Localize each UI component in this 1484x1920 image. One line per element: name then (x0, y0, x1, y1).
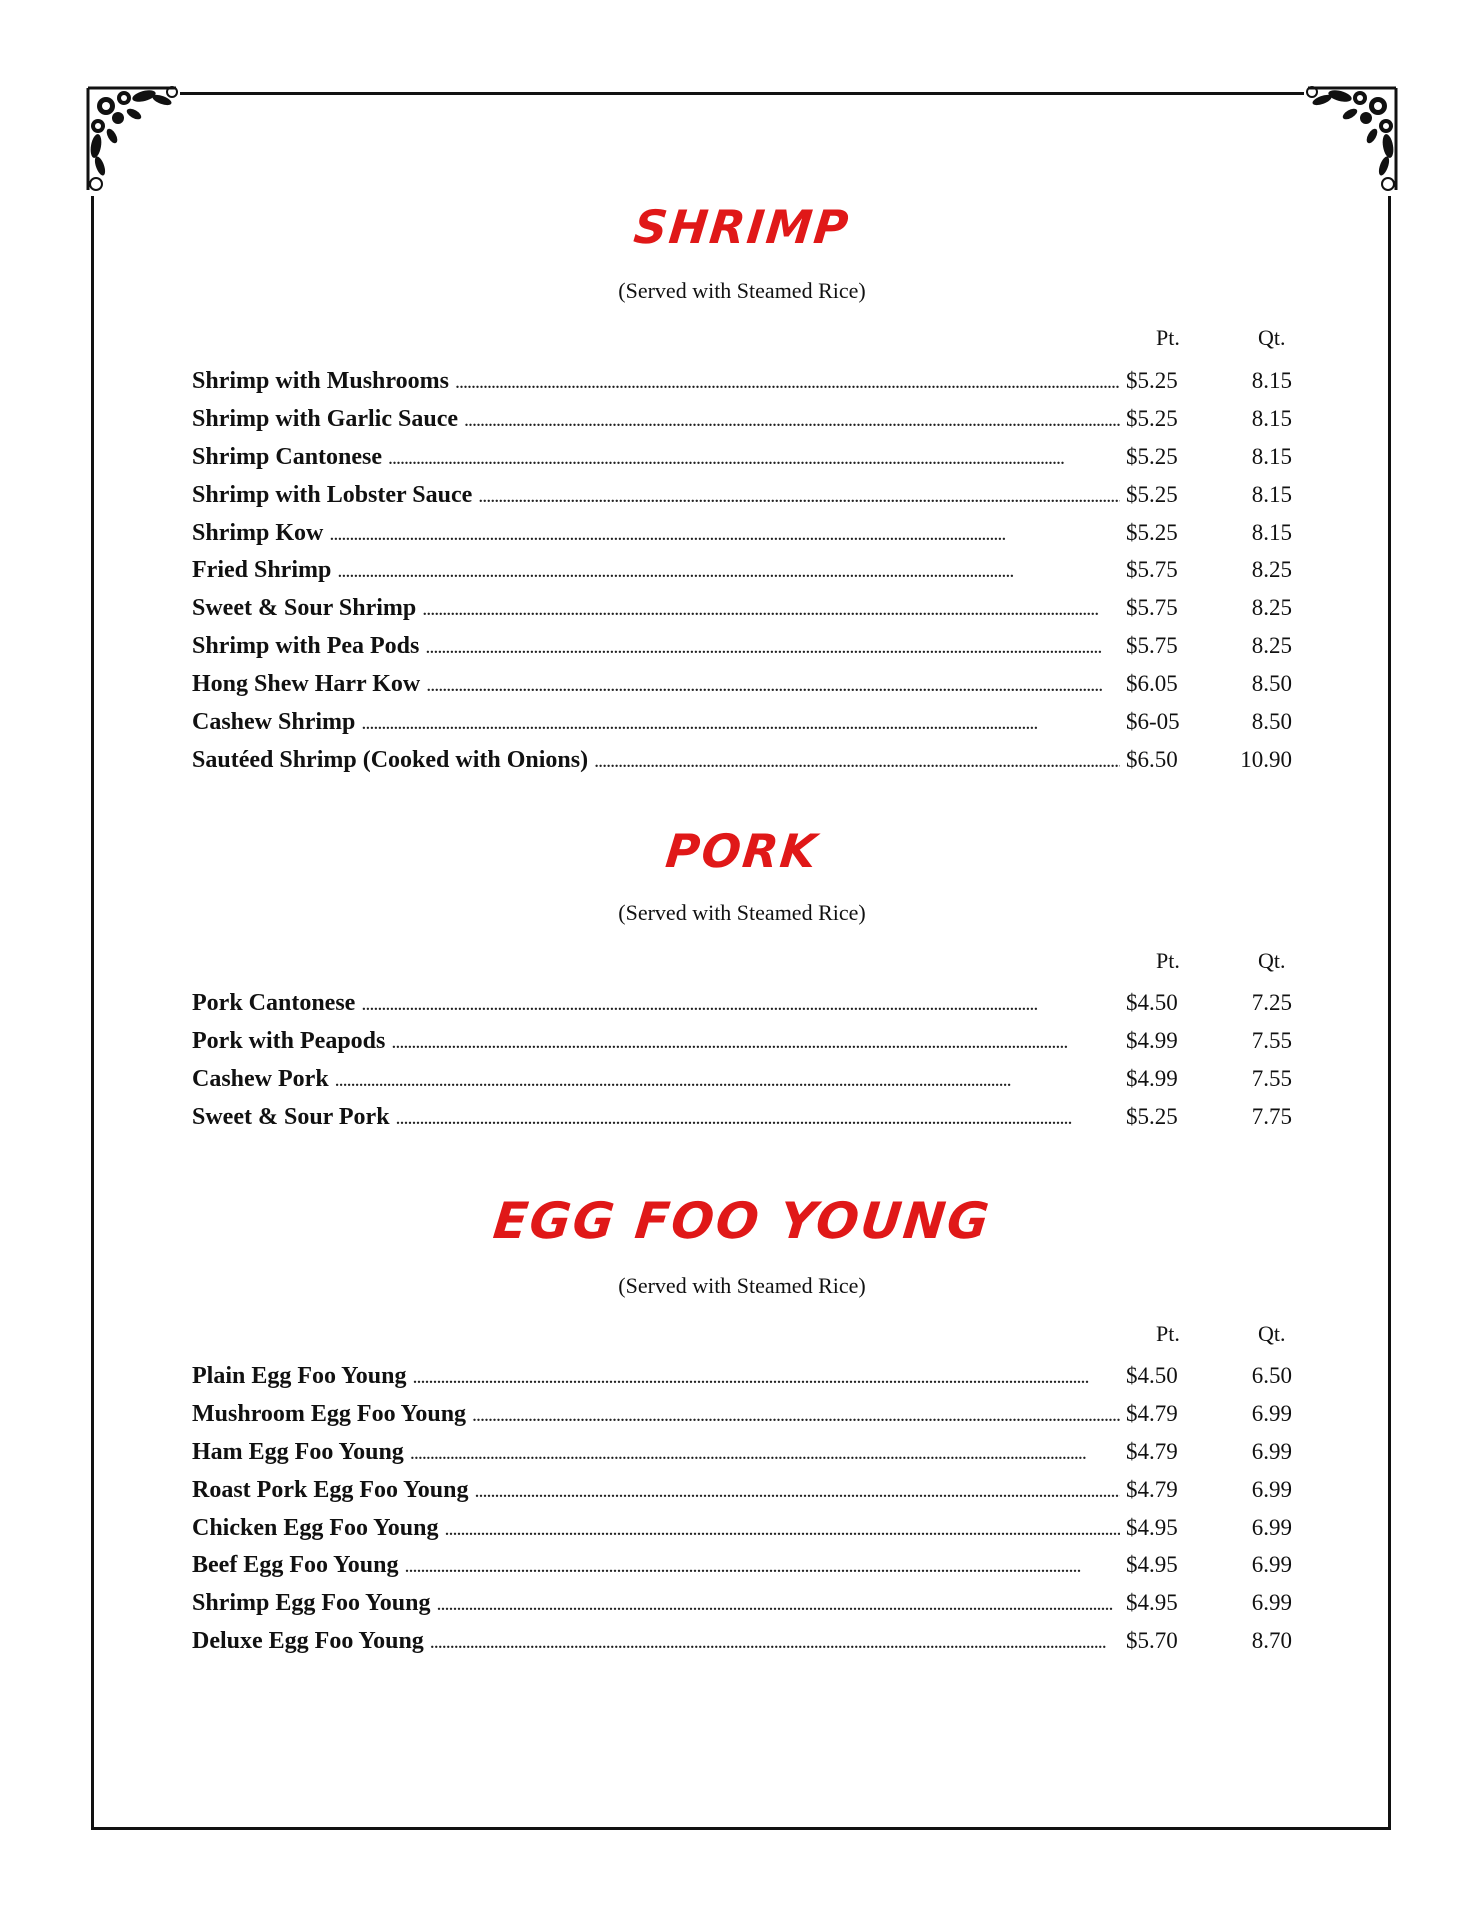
menu-item (192, 990, 1292, 1028)
column-header-pint: Pt. (1156, 325, 1180, 350)
menu-list-shrimp (192, 368, 1292, 785)
price-pint: $5.25 (1126, 368, 1178, 393)
item-name: Ham Egg Foo Young (192, 1438, 404, 1465)
column-header-pint: Pt. (1156, 948, 1180, 973)
menu-item (192, 444, 1292, 482)
menu-list-pork (192, 990, 1292, 1142)
column-header-quart: Qt. (1258, 948, 1286, 973)
price-pint: $4.99 (1126, 1065, 1178, 1091)
price-quart: 8.70 (1251, 1628, 1292, 1654)
price-pint: $4.95 (1126, 1552, 1178, 1578)
menu-item (192, 368, 1292, 406)
price-pint: $4.50 (1126, 990, 1178, 1015)
menu-item (192, 1104, 1292, 1142)
menu-item (192, 633, 1292, 671)
price-quart: 8.25 (1251, 633, 1292, 659)
price-pint: $6.05 (1126, 671, 1178, 697)
item-name: Pork with Peapods (192, 1027, 386, 1054)
floral-corner-ornament-icon (1304, 84, 1400, 196)
price-pint: $5.25 (1126, 405, 1178, 431)
column-header-quart: Qt. (1258, 1321, 1286, 1346)
price-quart: 8.25 (1251, 557, 1292, 583)
dot-leader (437, 1593, 1121, 1616)
menu-item (192, 406, 1292, 444)
price-quart: 8.15 (1251, 519, 1292, 545)
item-name: Shrimp with Mushrooms (192, 368, 449, 394)
item-name: Shrimp with Garlic Sauce (192, 405, 459, 432)
section-subtitle-shrimp: (Served with Steamed Rice) (618, 278, 866, 303)
price-pint: $5.25 (1126, 443, 1178, 469)
price-pint: $4.79 (1126, 1476, 1178, 1502)
item-name: Roast Pork Egg Foo Young (192, 1476, 469, 1503)
item-name: Shrimp Cantonese (192, 443, 383, 470)
item-name: Fried Shrimp (192, 557, 332, 584)
price-pint: $4.99 (1126, 1027, 1178, 1053)
dot-leader (426, 674, 1120, 697)
dot-leader (594, 750, 1120, 773)
menu-item (192, 1590, 1292, 1628)
menu-item (192, 709, 1292, 747)
item-name: Shrimp Kow (192, 519, 324, 546)
dot-leader (410, 1442, 1120, 1465)
menu-item (192, 1363, 1292, 1401)
price-pint: $5.75 (1126, 595, 1178, 621)
price-quart: 6.99 (1251, 1438, 1292, 1464)
price-quart: 8.50 (1251, 671, 1292, 697)
section-title-egg-foo-young: EGG FOO YOUNG (490, 1192, 994, 1250)
price-pint: $6.50 (1126, 746, 1178, 772)
price-quart: 6.50 (1251, 1363, 1292, 1388)
price-pint: $4.95 (1126, 1514, 1178, 1540)
section-subtitle-egg-foo-young: (Served with Steamed Rice) (618, 1273, 866, 1298)
dot-leader (329, 523, 1120, 546)
price-quart: 8.50 (1251, 709, 1292, 735)
menu-item (192, 747, 1292, 785)
menu-item (192, 1628, 1292, 1666)
item-name: Shrimp with Pea Pods (192, 633, 420, 660)
dot-leader (425, 636, 1120, 659)
menu-item (192, 1477, 1292, 1515)
menu-item (192, 1515, 1292, 1553)
item-name: Shrimp Egg Foo Young (192, 1590, 431, 1617)
price-quart: 8.15 (1251, 368, 1292, 393)
item-name: Sweet & Sour Shrimp (192, 595, 417, 622)
dot-leader (337, 560, 1120, 583)
item-name: Beef Egg Foo Young (192, 1552, 399, 1579)
price-pint: $4.50 (1126, 1363, 1178, 1388)
dot-leader (413, 1366, 1121, 1389)
menu-item (192, 595, 1292, 633)
price-pint: $4.79 (1126, 1400, 1178, 1426)
menu-item (192, 671, 1292, 709)
item-name: Deluxe Egg Foo Young (192, 1628, 424, 1655)
section-subtitle-pork: (Served with Steamed Rice) (618, 900, 866, 925)
menu-item (192, 482, 1292, 520)
item-name: Sweet & Sour Pork (192, 1103, 390, 1130)
column-header-quart: Qt. (1258, 325, 1286, 350)
dot-leader (464, 409, 1120, 432)
item-name: Sautéed Shrimp (Cooked with Onions) (192, 746, 589, 773)
menu-list-egg-foo-young (192, 1363, 1292, 1666)
floral-corner-ornament-icon (84, 84, 180, 196)
price-pint: $5.75 (1126, 557, 1178, 583)
price-quart: 8.15 (1251, 443, 1292, 469)
item-name: Mushroom Egg Foo Young (192, 1400, 467, 1427)
menu-item (192, 1401, 1292, 1439)
price-quart: 6.99 (1251, 1552, 1292, 1578)
dot-leader (472, 1404, 1120, 1427)
item-name: Plain Egg Foo Young (192, 1363, 407, 1389)
price-pint: $5.25 (1126, 1103, 1178, 1129)
price-quart: 7.25 (1251, 990, 1292, 1015)
price-pint: $5.75 (1126, 633, 1178, 659)
price-pint: $4.95 (1126, 1590, 1178, 1616)
price-quart: 6.99 (1251, 1400, 1292, 1426)
menu-item (192, 1439, 1292, 1477)
menu-item (192, 520, 1292, 558)
dot-leader (474, 1480, 1120, 1503)
price-quart: 6.99 (1251, 1590, 1292, 1616)
dot-leader (455, 371, 1120, 394)
section-title-pork: PORK (663, 824, 821, 878)
dot-leader (396, 1107, 1120, 1130)
dot-leader (445, 1518, 1121, 1541)
price-quart: 8.15 (1251, 481, 1292, 507)
price-pint: $6-05 (1126, 709, 1180, 735)
price-quart: 7.55 (1251, 1065, 1292, 1091)
price-pint: $5.70 (1126, 1628, 1178, 1654)
price-quart: 10.90 (1240, 746, 1292, 772)
dot-leader (335, 1069, 1120, 1092)
dot-leader (391, 1031, 1120, 1054)
item-name: Chicken Egg Foo Young (192, 1514, 439, 1541)
dot-leader (388, 447, 1120, 470)
item-name: Shrimp with Lobster Sauce (192, 481, 473, 508)
dot-leader (404, 1555, 1120, 1578)
menu-item (192, 557, 1292, 595)
menu-item (192, 1066, 1292, 1104)
item-name: Cashew Shrimp (192, 709, 356, 736)
menu-item (192, 1028, 1292, 1066)
price-pint: $5.25 (1126, 481, 1178, 507)
section-title-shrimp: SHRIMP (631, 200, 853, 254)
dot-leader (361, 993, 1120, 1016)
price-quart: 6.99 (1251, 1514, 1292, 1540)
price-quart: 8.15 (1251, 405, 1292, 431)
price-quart: 7.55 (1251, 1027, 1292, 1053)
item-name: Pork Cantonese (192, 990, 356, 1016)
price-quart: 6.99 (1251, 1476, 1292, 1502)
price-quart: 7.75 (1251, 1103, 1292, 1129)
price-pint: $4.79 (1126, 1438, 1178, 1464)
dot-leader (478, 485, 1120, 508)
dot-leader (430, 1631, 1120, 1654)
menu-item (192, 1552, 1292, 1590)
dot-leader (422, 598, 1120, 621)
item-name: Cashew Pork (192, 1065, 329, 1092)
price-quart: 8.25 (1251, 595, 1292, 621)
dot-leader (361, 712, 1120, 735)
column-header-pint: Pt. (1156, 1321, 1180, 1346)
price-pint: $5.25 (1126, 519, 1178, 545)
item-name: Hong Shew Harr Kow (192, 671, 421, 698)
